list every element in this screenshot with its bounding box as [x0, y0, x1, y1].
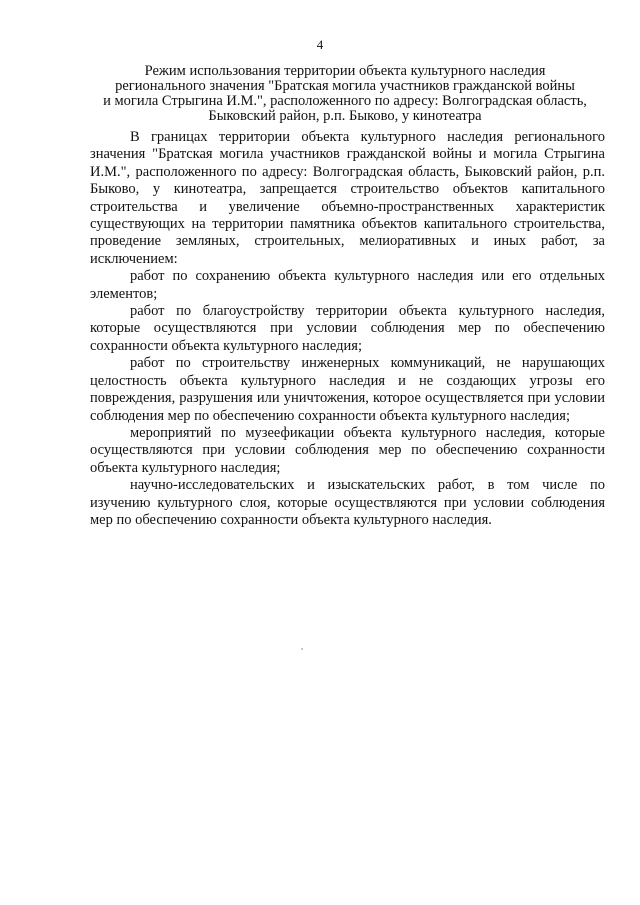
- title-line: Быковский район, р.п. Быково, у кинотеатра: [208, 108, 482, 124]
- title-line: регионального значения "Братская могила участников гражданской войны: [115, 78, 575, 94]
- exception-item: научно-исследовательских и изыскательских работ, в том числе по изучению культурного слоя, которые осуществляются при условии соблюдения мер по обеспечению сохранности объекта культурного наследия.: [90, 477, 605, 528]
- title-line: Режим использования территории объекта культурного наследия: [144, 63, 546, 79]
- document-body: [90, 129, 605, 529]
- intro-paragraph: В границах территории объекта культурного наследия регионального значения "Братская могила участников гражданской войны и могила Стрыгина И.М.", расположенного по адресу: Волгоградская область, Быковский район, р.п. Быково, у кинотеатра, запрещается строительство объектов капитального строительства и увеличение объемно-пространственных характеристик существующих на территории памятника объектов капитального строительства, проведение земляных, строительных, мелиоративных и иных работ, за исключением:: [90, 129, 605, 267]
- exception-item: мероприятий по музеефикации объекта культурного наследия, которые осуществляются при условии соблюдения мер по обеспечению сохранности объекта культурного наследия;: [90, 424, 605, 476]
- document-title: [70, 64, 620, 124]
- scan-speck: [301, 648, 303, 650]
- exception-item: работ по сохранению объекта культурного наследия или его отдельных элементов;: [90, 268, 605, 302]
- exception-item: работ по благоустройству территории объекта культурного наследия, которые осуществляются при условии соблюдения мер по обеспечению сохранности объекта культурного наследия;: [90, 303, 605, 354]
- title-line: и могила Стрыгина И.М.", расположенного по адресу: Волгоградская область,: [103, 93, 587, 109]
- page-number: 4: [316, 37, 324, 52]
- exception-item: работ по строительству инженерных коммуникаций, не нарушающих целостность объекта культурного наследия и не создающих угрозы его повреждения, разрушения или уничтожения, которое осуществляется при условии соблюдения мер по обеспечению сохранности объекта культурного наследия;: [90, 355, 605, 424]
